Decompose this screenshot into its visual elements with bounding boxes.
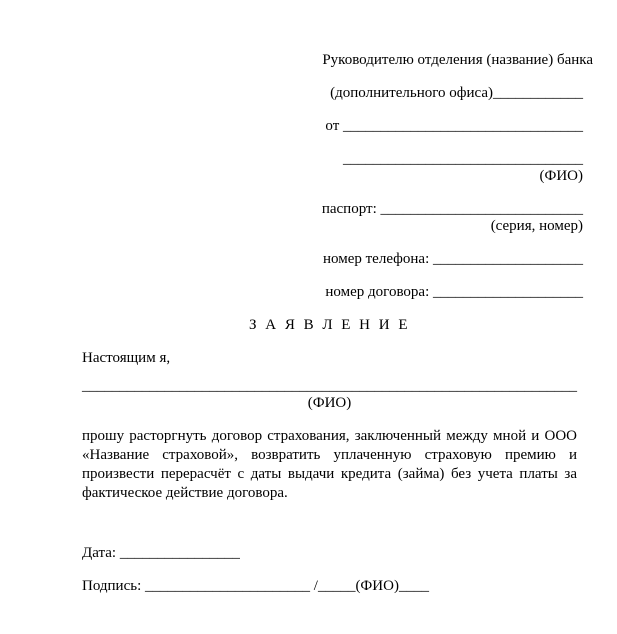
recipient-header-block (0, 0, 593, 301)
contract-label: номер договора: (325, 284, 433, 300)
from-label: от (325, 118, 343, 134)
contract-blank-field: ____________________ (433, 284, 583, 300)
passport-blank-field: ___________________________ (380, 201, 583, 217)
passport-caption: (серия, номер) (490, 218, 583, 234)
name-caption: (ФИО) (539, 168, 583, 184)
phone-label: номер телефона: (322, 251, 433, 267)
paragraph-line: фактическое действие договора. (82, 485, 288, 501)
signature-label: Подпись: (82, 578, 146, 594)
paragraph-line: прошу расторгнуть договор страхования, заключенный между мной и ООО (82, 428, 577, 444)
contract-line (0, 284, 583, 301)
intro-line: Настоящим я, (82, 350, 171, 366)
document-title: З А Я В Л Е Н И Е (248, 317, 411, 333)
fio-caption: (ФИО) (307, 395, 352, 411)
passport-label: паспорт: (321, 201, 381, 217)
signature-blank-field: ______________________ (145, 578, 311, 594)
signature-fio-blank-right: ____ (398, 578, 429, 594)
date-line (82, 545, 577, 562)
from-line (0, 118, 583, 135)
phone-line (0, 251, 583, 268)
from-blank-field: ________________________________ (343, 118, 583, 134)
date-blank-field: ________________ (119, 545, 240, 561)
office-line (0, 85, 583, 102)
signature-separator: / (310, 578, 318, 594)
name-blank-line (0, 151, 583, 168)
office-label: (дополнительного офиса) (330, 85, 493, 101)
phone-blank-field: ____________________ (433, 251, 583, 267)
recipient-line: Руководителю отделения (название) банка (322, 52, 593, 68)
date-label: Дата: (82, 545, 120, 561)
signature-fio-caption: (ФИО) (355, 578, 399, 594)
document-body (82, 317, 577, 595)
request-paragraph (82, 427, 577, 503)
signature-line (82, 578, 577, 595)
fio-blank-line: __________________________________________________________________ (82, 378, 577, 394)
name-blank-field: ________________________________ (343, 151, 583, 167)
office-blank-field: ____________ (493, 85, 583, 101)
passport-caption-line (0, 218, 583, 235)
paragraph-line: «Название страховой», возвратить уплаченную страховую премию и (82, 447, 577, 463)
passport-line (0, 201, 583, 218)
name-caption-line (0, 168, 583, 185)
signature-fio-blank-left: _____ (317, 578, 356, 594)
paragraph-line: произвести перерасчёт с даты выдачи кредита (займа) без учета платы за (82, 466, 577, 482)
